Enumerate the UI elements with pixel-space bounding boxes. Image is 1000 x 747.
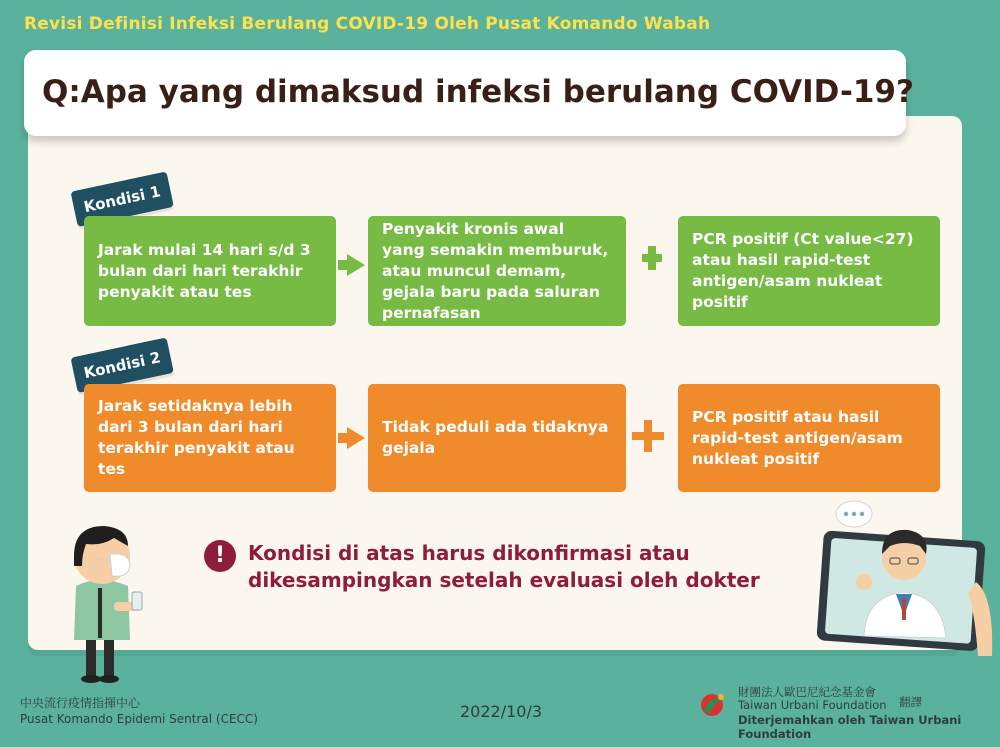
condition-1-box-2-text: Penyakit kronis awal yang semakin memburuk, atau muncul demam, gejala baru pada saluran pernafasan — [382, 219, 609, 322]
condition-2-box-2-text: Tidak peduli ada tidaknya gejala — [382, 418, 609, 457]
condition-2-box-2 — [368, 384, 626, 492]
note-text: Kondisi di atas harus dikonfirmasi atau dikesampingkan setelah evaluasi oleh dokter — [248, 541, 760, 592]
translator-name-en: Taiwan Urbani Foundation — [738, 698, 887, 712]
condition-2-box-1 — [84, 384, 336, 492]
condition-1-box-2 — [368, 216, 626, 326]
exclamation-icon: ! — [204, 540, 236, 572]
condition-1-box-3 — [678, 216, 940, 326]
condition-2-box-3-text: PCR positif atau hasil rapid-test antigen/asam nukleat positif — [692, 407, 903, 468]
condition-2-tag: Kondisi 2 — [71, 337, 174, 393]
arrow-right-icon — [347, 254, 365, 276]
translator-name-cn: 財團法人歐巴尼紀念基金會 — [738, 685, 876, 699]
person-illustration — [44, 516, 154, 686]
taiwan-urbani-foundation-logo — [694, 690, 730, 720]
translated-label: 翻譯 — [899, 695, 922, 709]
footer-org-id: Pusat Komando Epidemi Sentral (CECC) — [20, 712, 258, 726]
header-title: Revisi Definisi Infeksi Berulang COVID-19 Oleh Pusat Komando Wabah — [24, 14, 711, 34]
condition-1-tag: Kondisi 1 — [71, 171, 174, 227]
condition-1-box-3-text: PCR positif (Ct value<27) atau hasil rapid-test antigen/asam nukleat positif — [692, 230, 914, 311]
translated-by: Diterjemahkan oleh Taiwan Urbani Foundation — [738, 713, 962, 741]
condition-2-box-3 — [678, 384, 940, 492]
condition-1-box-1-text: Jarak mulai 14 hari s/d 3 bulan dari hari terakhir penyakit atau tes — [98, 240, 311, 301]
condition-2-box-1-text: Jarak setidaknya lebih dari 3 bulan dari hari terakhir penyakit atau tes — [98, 397, 295, 478]
footer-date: 2022/10/3 — [460, 702, 543, 721]
arrow-right-icon — [347, 427, 365, 449]
footer-org-cn: 中央流行疫情指揮中心 — [20, 696, 141, 710]
question-text: Q:Apa yang dimaksud infeksi berulang COVID-19? — [42, 74, 914, 110]
condition-1-box-1 — [84, 216, 336, 326]
doctor-tablet-illustration — [808, 496, 998, 686]
